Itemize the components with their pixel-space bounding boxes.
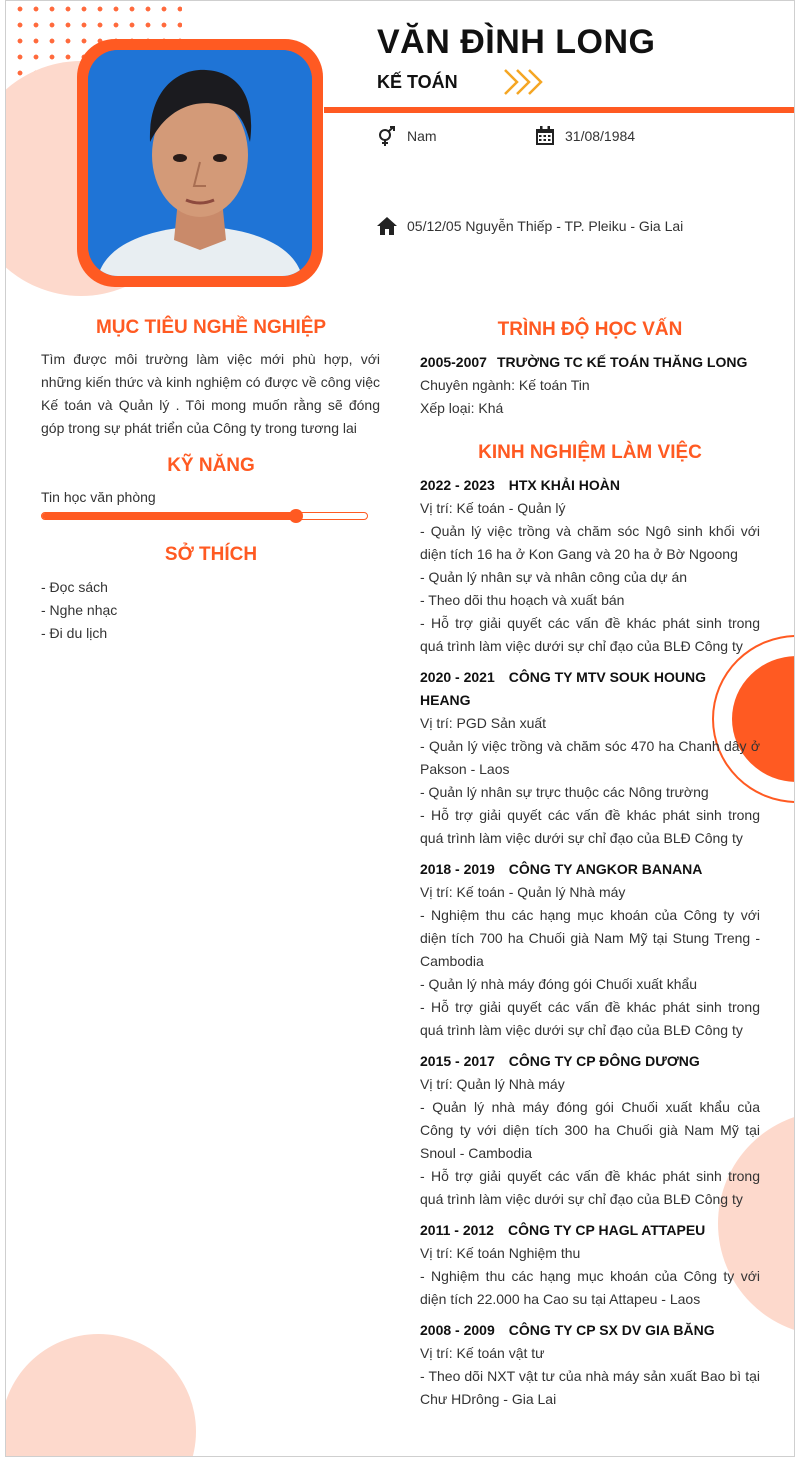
birthday-info — [535, 126, 635, 146]
skill-progress-fill — [42, 513, 296, 519]
education-major: Chuyên ngành: Kế toán Tin — [420, 377, 590, 393]
experience-header — [420, 474, 760, 497]
experience-header — [420, 858, 760, 881]
hobby-item: - Nghe nhạc — [41, 602, 118, 618]
experience-line: Vị trí: Kế toán vật tư — [420, 1345, 545, 1361]
experience-header — [420, 666, 760, 712]
hobbies-list — [41, 576, 117, 645]
birthday-value: 31/08/1984 — [565, 128, 636, 144]
gender-value: Nam — [407, 128, 437, 144]
education-title: TRÌNH ĐỘ HỌC VẤN — [497, 319, 683, 340]
home-icon — [377, 216, 397, 236]
experience-years: 2011 - 2012 — [420, 1222, 494, 1238]
education-header — [420, 351, 760, 374]
skills-title: KỸ NĂNG — [167, 455, 255, 476]
skill-label: Tin học văn phòng — [41, 489, 156, 505]
education-block — [420, 351, 760, 420]
experience-years: 2022 - 2023 — [420, 477, 495, 493]
education-school: TRƯỜNG TC KẾ TOÁN THĂNG LONG — [496, 354, 748, 370]
skill-progress-bar — [41, 512, 368, 520]
objective-text: Tìm được môi trường làm việc mới phù hợp, với những kiến thức và kinh nghiệm có được về công việc Kế toán và Quản lý . Tôi mong muốn rằng sẽ đóng góp trong sự phát triển của Công ty trong tương lai — [41, 351, 380, 436]
experience-item — [420, 1319, 760, 1411]
experience-item — [420, 1050, 760, 1211]
experience-years: 2020 - 2021 — [420, 669, 495, 685]
portrait-illustration — [88, 50, 312, 276]
experience-line: Vị trí: Kế toán - Quản lý Nhà máy — [420, 884, 626, 900]
cv-page — [5, 0, 795, 1457]
experience-line: Vị trí: Quản lý Nhà máy — [420, 1076, 565, 1092]
experience-line: Vị trí: Kế toán - Quản lý — [420, 500, 566, 516]
experience-line: Vị trí: Kế toán Nghiệm thu — [420, 1245, 581, 1261]
objective-title: MỤC TIÊU NGHỀ NGHIỆP — [95, 317, 327, 338]
experience-line: - Hỗ trợ giải quyết các vấn đề khác phát sinh trong quá trình làm việc dưới sự chỉ đạo của BLĐ Công ty — [420, 999, 760, 1038]
experience-line: - Nghiệm thu các hạng mục khoán của Công ty với diện tích 22.000 ha Cao su tại Attapeu - Laos — [420, 1268, 760, 1307]
experience-list — [420, 474, 760, 1419]
experience-line: - Quản lý việc trồng và chăm sóc Ngô sinh khối với diện tích 16 ha ở Kon Gang và 20 ha ở Bờ Ngoong — [420, 523, 760, 562]
experience-line: - Quản lý nhà máy đóng gói Chuối xuất khẩu — [420, 976, 698, 992]
experience-line: - Nghiệm thu các hạng mục khoán của Công ty với diện tích 700 ha Chuối già Nam Mỹ tại Stung Treng - Cambodia — [420, 907, 760, 969]
experience-line: - Quản lý nhà máy đóng gói Chuối xuất khẩu của Công ty với diện tích 300 ha Chuối già Nam Mỹ tại Snoul - Cambodia — [420, 1099, 760, 1161]
experience-company: HTX KHẢI HOÀN — [508, 477, 620, 493]
education-years: 2005-2007 — [420, 354, 487, 370]
job-title: KẾ TOÁN — [377, 72, 458, 92]
gender-info — [377, 126, 437, 146]
experience-years: 2018 - 2019 — [420, 861, 495, 877]
circle-decoration-bottom-left — [5, 1334, 196, 1457]
experience-years: 2008 - 2009 — [420, 1322, 495, 1338]
experience-company: CÔNG TY MTV SOUK HOUNG HEANG — [420, 669, 707, 708]
experience-line: - Quản lý nhân sự và nhân công của dự án — [420, 569, 688, 585]
skill-progress-knob — [289, 509, 303, 523]
photo-frame — [77, 39, 323, 287]
address-value: 05/12/05 Nguyễn Thiếp - TP. Pleiku - Gia Lai — [407, 218, 684, 234]
experience-line: - Hỗ trợ giải quyết các vấn đề khác phát sinh trong quá trình làm việc dưới sự chỉ đạo của BLĐ Công ty — [420, 807, 760, 846]
experience-header — [420, 1319, 760, 1342]
experience-item — [420, 1219, 760, 1311]
experience-item — [420, 858, 760, 1042]
experience-item — [420, 666, 760, 850]
candidate-name: VĂN ĐÌNH LONG — [377, 23, 656, 61]
experience-line: - Theo dõi thu hoạch và xuất bán — [420, 592, 625, 608]
experience-company: CÔNG TY CP SX DV GIA BĂNG — [508, 1322, 715, 1338]
experience-title: KINH NGHIỆM LÀM VIỆC — [478, 442, 702, 463]
experience-line: - Theo dõi NXT vật tư của nhà máy sản xuất Bao bì tại Chư HDrông - Gia Lai — [420, 1368, 760, 1407]
experience-line: - Hỗ trợ giải quyết các vấn đề khác phát sinh trong quá trình làm việc dưới sự chỉ đạo của BLĐ Công ty — [420, 615, 760, 654]
experience-header — [420, 1050, 760, 1073]
experience-item — [420, 474, 760, 658]
chevrons-right-icon — [503, 68, 547, 96]
experience-line: - Hỗ trợ giải quyết các vấn đề khác phát sinh trong quá trình làm việc dưới sự chỉ đạo của BLĐ Công ty — [420, 1168, 760, 1207]
education-grade: Xếp loại: Khá — [420, 400, 504, 416]
experience-company: CÔNG TY ANGKOR BANANA — [508, 861, 703, 877]
hobbies-title: SỞ THÍCH — [164, 544, 258, 565]
header-divider — [324, 107, 794, 113]
experience-line: - Quản lý việc trồng và chăm sóc 470 ha Chanh dây ở Pakson - Laos — [420, 738, 760, 777]
hobby-item: - Đọc sách — [41, 579, 108, 595]
experience-header — [420, 1219, 760, 1242]
experience-line: Vị trí: PGD Sản xuất — [420, 715, 547, 731]
portrait-photo — [88, 50, 312, 276]
experience-line: - Quản lý nhân sự trực thuộc các Nông trường — [420, 784, 709, 800]
experience-company: CÔNG TY CP ĐÔNG DƯƠNG — [508, 1053, 700, 1069]
gender-icon — [377, 126, 397, 146]
address-info — [377, 216, 683, 236]
experience-company: CÔNG TY CP HAGL ATTAPEU — [507, 1222, 706, 1238]
experience-years: 2015 - 2017 — [420, 1053, 495, 1069]
hobby-item: - Đi du lịch — [41, 625, 108, 641]
calendar-icon — [535, 126, 555, 146]
